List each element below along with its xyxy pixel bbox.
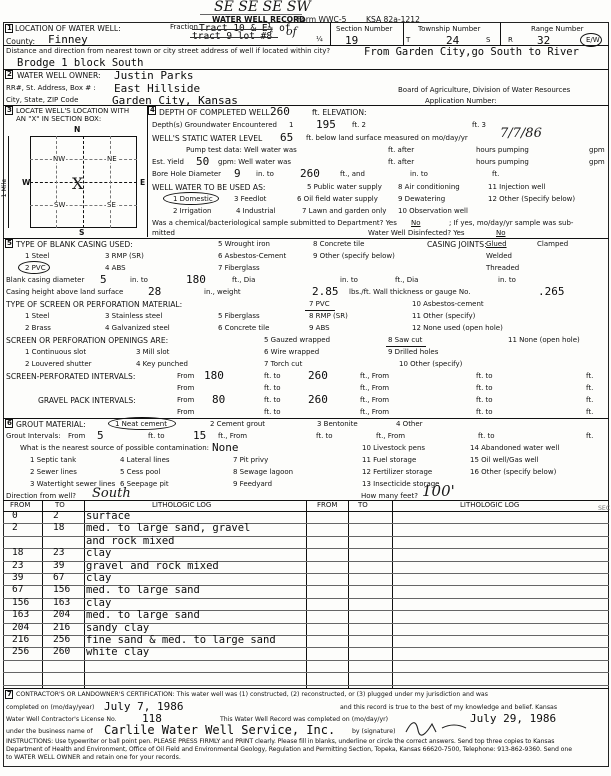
ft-to: ft. to (476, 384, 493, 392)
range-ew: E/W (586, 36, 600, 44)
contam-item: 9 Feedyard (233, 480, 273, 488)
quarter-line (110, 136, 111, 228)
bore-in-to: in. to (256, 170, 274, 178)
north-label: N (74, 125, 81, 134)
yield-value: 50 (196, 155, 210, 168)
business-label: under the business name of (6, 728, 93, 735)
log-to-value: 39 (53, 559, 65, 571)
rule (3, 105, 609, 106)
range-r: R (508, 36, 513, 44)
quadrant-se: SE (107, 201, 116, 209)
township-label: Township Number (418, 25, 481, 33)
screen-item: 8 RMP (SR) (309, 312, 348, 320)
contam-item: 2 Sewer lines (30, 468, 77, 476)
range-label: Range Number (531, 25, 584, 33)
disinfected-label: Water Well Disinfected? Yes (368, 229, 465, 237)
log-lithology-value: clay (86, 547, 112, 560)
strikethrough (190, 37, 278, 38)
log-to-value: 216 (53, 621, 71, 633)
gw-ft2: ft. 2 (352, 121, 366, 129)
in-to: in. to (498, 276, 516, 284)
quarter-line (56, 136, 57, 228)
log-to-value: 23 (53, 547, 65, 559)
contam-item: 10 Livestock pens (362, 444, 426, 452)
casing-item: 4 ABS (105, 264, 126, 272)
openings-label: SCREEN OR PERFORATION OPENINGS ARE: (6, 336, 169, 345)
locate-title-line2: AN "X" IN SECTION BOX: (16, 115, 102, 123)
gauge-value: .265 (538, 285, 565, 298)
chem-label: Was a chemical/bacteriological sample submitted to Department? Yes (152, 219, 397, 227)
contam-item: 14 Abandoned water well (470, 444, 560, 452)
chem-no-selected: No (411, 219, 421, 227)
in-to: in. to (410, 170, 428, 178)
grout-from-value: 5 (97, 429, 104, 442)
log-to-value: 204 (53, 609, 71, 621)
weight-label: in., weight (204, 288, 241, 296)
opening-item: 10 Other (specify) (399, 360, 463, 368)
hours-pumping: hours pumping (476, 158, 529, 166)
log-header-lithology: LITHOLOGIC LOG (460, 501, 520, 509)
bore-to-value: 260 (300, 167, 320, 180)
opening-item: 6 Wire wrapped (264, 348, 320, 356)
log-lithology-value: surface (86, 510, 131, 522)
screen-item: 3 Stainless steel (105, 312, 163, 320)
use-item: 10 Observation well (398, 207, 468, 215)
section-number: 4 (150, 106, 155, 114)
completed-label: completed on (mo/day/year) (6, 704, 95, 711)
from: From (177, 408, 195, 416)
ft-to: ft. to (478, 432, 495, 440)
elevation-label: ft. ELEVATION: (312, 108, 367, 117)
contam-item: 1 Septic tank (30, 456, 77, 464)
log-row-rule (3, 660, 609, 661)
static-level-label: WELL'S STATIC WATER LEVEL (152, 134, 263, 143)
gw-ft3: ft. 3 (472, 121, 486, 129)
ft: ft. (586, 396, 594, 404)
howmany-label: How many feet? (361, 492, 418, 500)
screen-item: 11 Other (specify) (412, 312, 476, 320)
statute-number: KSA 82a-1212 (366, 15, 420, 24)
instructions: Department of Health and Environment, Office of Oil Field and Environmental Geology, Regulation and Permitting Section, Topeka, Kansas 66620-7500, Telephone: 913-862-9360. Send one (6, 746, 572, 753)
grout-intervals-label: Grout Intervals: (6, 432, 61, 440)
static-level-date: 7/7/86 (500, 126, 542, 141)
log-to-value: 256 (53, 634, 71, 645)
range-value: 32 (537, 34, 551, 47)
log-from-value: 39 (12, 572, 24, 583)
business-value: Carlile Water Well Service, Inc. (104, 723, 336, 737)
screen-label: TYPE OF SCREEN OR PERFORATION MATERIAL: (6, 300, 183, 309)
casing-diameter-value: 5 (100, 273, 107, 286)
gravel-to: 260 (308, 393, 328, 406)
log-lithology-value: white clay (86, 646, 150, 659)
completed-value: July 7, 1986 (104, 700, 184, 713)
use-item: 3 Feedlot (234, 195, 267, 203)
contamination-label: What is the nearest source of possible contamination: (20, 444, 210, 452)
city-label: City, State, ZIP Code (6, 96, 79, 104)
use-label: WELL WATER TO BE USED AS: (152, 183, 266, 192)
ft: ft. (492, 170, 500, 178)
license-label: Water Well Contractor's License No. (6, 716, 117, 723)
quadrant-nw: NW (53, 155, 66, 163)
ft-to: ft. to (476, 372, 493, 380)
rule (3, 238, 609, 239)
fraction-label: Fraction (170, 23, 198, 31)
ft-to: ft. to (148, 432, 165, 440)
fraction-value: Tract 10 & E½ of (199, 23, 291, 34)
opening-item: 4 Key punched (136, 360, 188, 368)
casing-joint: Threaded (486, 264, 520, 272)
fraction-value-line2: tract 9 lot #8 (192, 31, 273, 42)
log-from-value: 156 (12, 596, 30, 608)
log-to-value: 2 (53, 510, 59, 521)
contam-item: 3 Watertight sewer lines (30, 480, 116, 488)
casing-item: 3 RMP (SR) (105, 252, 144, 260)
use-item: 4 Industrial (236, 207, 276, 215)
grout-item: 4 Other (396, 420, 423, 428)
howmany-value: 100' (422, 482, 455, 500)
rule (3, 418, 609, 419)
casing-item: 9 Other (specify below) (313, 252, 395, 260)
handwritten-location-header: SE SE SE SW (214, 0, 311, 15)
screen-item: 2 Brass (25, 324, 51, 332)
gravel-pack-label: GRAVEL PACK INTERVALS: (38, 396, 136, 405)
rule (3, 688, 609, 689)
use-item: 12 Other (Specify below) (488, 195, 576, 203)
ft-to: ft. to (264, 408, 281, 416)
section-number: 1 (7, 24, 12, 32)
screen-item: 4 Galvanized steel (105, 324, 170, 332)
log-from-value: 2 (12, 522, 18, 534)
yield-rest: gpm: Well water was (218, 158, 292, 166)
quadrant-sw: SW (54, 201, 66, 209)
county-label: County: (6, 37, 36, 46)
locate-title: LOCATE WELL'S LOCATION WITH (16, 107, 130, 115)
log-lithology-value: and rock mixed (86, 534, 175, 547)
bore-ft: ft., and (340, 170, 365, 178)
east-label: E (140, 178, 146, 187)
county-value: Finney (48, 33, 88, 46)
screen-interval-from: 180 (204, 369, 224, 382)
log-to-value: 67 (53, 572, 65, 583)
ft-after: ft. after (388, 146, 415, 154)
opening-item: 1 Continuous slot (25, 348, 87, 356)
log-to-value: 260 (53, 646, 71, 658)
strikethrough (192, 29, 272, 30)
township-s: S (486, 36, 491, 44)
quarter-line (30, 159, 137, 160)
opening-item: 9 Drilled holes (388, 348, 439, 356)
use-item: 5 Public water supply (307, 183, 382, 191)
from: From (68, 432, 86, 440)
directions-value: From Garden City,go South to River (364, 46, 579, 58)
log-lithology-value: gravel and rock mixed (86, 559, 219, 572)
form-title: WATER WELL RECORD (212, 15, 306, 24)
disinfected-no: No (496, 229, 506, 237)
log-header-from: FROM (317, 501, 338, 509)
instructions: to WATER WELL OWNER and retain one for your records. (6, 754, 181, 761)
screen-item: 5 Fiberglass (218, 312, 260, 320)
depth-value: 260 (270, 105, 290, 118)
screen-item: 1 Steel (25, 312, 50, 320)
from: From (177, 372, 195, 380)
ft-after: ft. after (388, 158, 415, 166)
yield-label: Est. Yield (152, 158, 184, 166)
grout-item-selected: 1 Neat cement (115, 420, 167, 428)
log-row-rule (3, 685, 609, 686)
from: From (177, 396, 195, 404)
log-header-to: TO (358, 501, 368, 509)
ft-from: ft., From (360, 408, 390, 416)
quadrant-ne: NE (107, 155, 117, 163)
direction-value: South (92, 486, 131, 501)
ft-dia: ft., Dia (395, 276, 419, 284)
section-number: 5 (7, 239, 12, 247)
direction-label: Direction from well? (6, 492, 76, 500)
casing-label: TYPE OF BLANK CASING USED: (16, 240, 133, 249)
casing-item: 8 Concrete tile (313, 240, 365, 248)
casing-item-selected: 2 PVC (25, 264, 46, 272)
hours-pumping: hours pumping (476, 146, 529, 154)
log-lithology-value: med. to large sand, gravel (86, 522, 251, 535)
ft: ft. (586, 384, 594, 392)
form-number: Form WWC-5 (297, 15, 347, 24)
gw-1: 1 (289, 121, 294, 129)
ft: ft. (586, 432, 594, 440)
ft: ft. (586, 408, 594, 416)
weight-unit: lbs./ft. Wall thickness or gauge No. (349, 288, 471, 296)
screen-item: 10 Asbestos-cement (412, 300, 484, 308)
pump-test-label: Pump test data: Well water was (186, 146, 297, 154)
opening-item: 3 Mill slot (136, 348, 170, 356)
divider (403, 22, 404, 45)
log-from-value: 204 (12, 621, 30, 633)
south-label: S (79, 228, 85, 237)
ft-from: ft., From (360, 384, 390, 392)
instructions: INSTRUCTIONS: Use typewriter or ball point pen. PLEASE PRESS FIRMLY and PRINT clearly. Please fill in blanks, underline or circle the correct answers. Send top three copies to Kansas (6, 738, 555, 745)
grout-item: 2 Cement grout (210, 420, 266, 428)
contam-item: 6 Seepage pit (120, 480, 169, 488)
log-from-value: 256 (12, 646, 30, 658)
casing-joint: Clamped (537, 240, 569, 248)
log-header-to: TO (55, 501, 65, 509)
use-item: 7 Lawn and garden only (302, 207, 387, 215)
log-from-value: 163 (12, 609, 30, 621)
casing-item: 6 Asbestos-Cement (218, 252, 287, 260)
log-lithology-value: clay (86, 572, 112, 584)
signature-mark (402, 718, 482, 736)
township-value: 24 (446, 34, 460, 47)
contam-item: 11 Fuel storage (362, 456, 417, 464)
section-number: 2 (7, 70, 12, 78)
contam-item: 7 Pit privy (233, 456, 269, 464)
saw-cut-underline (386, 346, 426, 347)
opening-item: 11 None (open hole) (508, 336, 580, 344)
opening-item-selected: 8 Saw cut (388, 336, 423, 344)
gpm: gpm (589, 158, 605, 166)
pvc-circle (18, 261, 50, 274)
section-number-label: Section Number (336, 25, 393, 33)
casing-item: 7 Fiberglass (218, 264, 260, 272)
well-location-x-mark: X (72, 174, 84, 193)
neat-cement-circle (108, 417, 176, 430)
log-row-rule (3, 672, 609, 673)
quarter-line (30, 205, 137, 206)
ft-to: ft. to (264, 372, 281, 380)
rule (3, 69, 609, 70)
gravel-from: 80 (212, 393, 226, 406)
log-from-value: 216 (12, 634, 30, 645)
certification-text: CONTRACTOR'S OR LANDOWNER'S CERTIFICATION: This water well was (1) constructed, (2) reconstructed, or (3) plugged under my jurisdiction and was (16, 691, 488, 698)
static-level-rest: ft. below land surface measured on mo/day/yr (306, 134, 468, 142)
ft-to: ft. to (316, 432, 333, 440)
opening-item: 5 Gauzed wrapped (264, 336, 331, 344)
ft-from: ft., From (218, 432, 248, 440)
ft-from: ft., From (360, 396, 390, 404)
casing-joint: Welded (486, 252, 512, 260)
fraction-of: of (286, 25, 297, 38)
domestic-circle (163, 192, 219, 205)
west-label: W (22, 178, 31, 187)
contam-item: 16 Other (specify below) (470, 468, 557, 476)
directions-label: Distance and direction from nearest town or city street address of well if located within city? (6, 47, 331, 55)
use-item-selected: 1 Domestic (173, 195, 213, 203)
address-label: RR#, St. Address, Box # : (6, 84, 96, 92)
log-from-value: 18 (12, 547, 24, 559)
log-header-lithology: LITHOLOGIC LOG (152, 501, 212, 509)
contam-item: 8 Sewage lagoon (233, 468, 294, 476)
margin-mark: SEC (598, 505, 611, 512)
casing-height-label: Casing height above land surface (6, 288, 124, 296)
casing-height-value: 28 (148, 285, 162, 298)
ft-to: ft. to (264, 384, 281, 392)
casing-diameter-to: 180 (186, 273, 206, 286)
location-label: LOCATION OF WATER WELL: (15, 24, 121, 33)
screen-intervals-label: SCREEN-PERFORATED INTERVALS: (6, 372, 136, 381)
application-label: Application Number: (425, 97, 497, 105)
ft-to: ft. to (476, 396, 493, 404)
chem-rest: ; If yes, mo/day/yr sample was sub- (449, 219, 574, 227)
log-from-value: 0 (12, 510, 18, 521)
gpm: gpm (589, 146, 605, 154)
signature-label: by (signature) (352, 728, 396, 735)
owner-value: Justin Parks (114, 69, 194, 82)
contam-item: 5 Cess pool (120, 468, 161, 476)
ft-dia: ft., Dia (232, 276, 256, 284)
mile-scale-line (8, 136, 9, 228)
section-number: 6 (7, 419, 12, 427)
opening-item: 2 Louvered shutter (25, 360, 92, 368)
groundwater-value: 195 (316, 118, 336, 131)
license-value: 118 (142, 712, 162, 725)
log-lithology-value: fine sand & med. to large sand (86, 634, 276, 646)
directions-value-line2: Brodge 1 block South (17, 57, 144, 69)
section-number: 3 (7, 106, 12, 114)
casing-item: 5 Wrought iron (218, 240, 270, 248)
in-to: in. to (130, 276, 148, 284)
contam-item: 13 Insecticide storage (362, 480, 440, 488)
static-level-value: 65 (280, 131, 294, 144)
log-lithology-value: med. to large sand (86, 584, 200, 597)
grout-label: GROUT MATERIAL: (16, 420, 86, 429)
bore-value: 9 (234, 167, 241, 180)
ft: ft. (586, 372, 594, 380)
grout-to-value: 15 (193, 429, 207, 442)
divider (147, 105, 148, 237)
log-header-from: FROM (10, 501, 31, 509)
casing-joint-glued: Glued (486, 240, 507, 248)
screen-item-selected: 7 PVC (309, 300, 330, 308)
opening-item: 7 Torch cut (264, 360, 303, 368)
record-label: This Water Well Record was completed on (mo/day/yr) (220, 716, 389, 723)
ft-from: ft., From (360, 372, 390, 380)
contam-item: 15 Oil well/Gas well (470, 456, 539, 464)
screen-item: 12 None used (open hole) (412, 324, 503, 332)
log-to-value: 163 (53, 596, 71, 608)
log-to-value: 18 (53, 522, 65, 534)
ft-to: ft. to (476, 408, 493, 416)
casing-item: 1 Steel (25, 252, 50, 260)
ft-to: ft. to (264, 396, 281, 404)
section-number: 7 (7, 690, 12, 698)
owner-label: WATER WELL OWNER: (17, 71, 101, 80)
from: From (177, 384, 195, 392)
log-lithology-value: med. to large sand (86, 609, 200, 622)
weight-value: 2.85 (312, 285, 339, 298)
use-item: 2 Irrigation (173, 207, 212, 215)
groundwater-label: Depth(s) Groundwater Encountered (152, 121, 277, 129)
divider (500, 22, 501, 45)
divider (330, 22, 331, 45)
bore-label: Bore Hole Diameter (152, 170, 222, 178)
quarter-mark: ¼ (316, 35, 323, 43)
in-to: in. to (340, 276, 358, 284)
use-item: 8 Air conditioning (398, 183, 460, 191)
contamination-value: None (212, 441, 239, 454)
screen-interval-to: 260 (308, 369, 328, 382)
address-value: East Hillside (114, 82, 201, 95)
pvc-underline (305, 310, 335, 311)
grout-item: 3 Bentonite (317, 420, 358, 428)
log-from-value: 23 (12, 559, 24, 571)
section-number-value: 19 (345, 34, 359, 47)
city-value: Garden City, Kansas (112, 94, 238, 107)
use-item: 9 Dewatering (398, 195, 446, 203)
log-lithology-value: sandy clay (86, 621, 150, 634)
log-from-value: 67 (12, 584, 24, 596)
mile-label: 1 Mile (1, 178, 9, 198)
log-lithology-value: clay (86, 596, 112, 609)
casing-diameter-label: Blank casing diameter (6, 276, 85, 284)
ft-from: ft., From (376, 432, 406, 440)
log-to-value: 156 (53, 584, 71, 596)
record-value: July 29, 1986 (470, 712, 557, 725)
use-item: 11 Injection well (488, 183, 546, 191)
board-label: Board of Agriculture, Division of Water Resources (398, 86, 571, 94)
depth-label: DEPTH OF COMPLETED WELL (159, 108, 270, 117)
casing-joints-label: CASING JOINTS: (427, 240, 487, 249)
contam-item: 4 Lateral lines (120, 456, 170, 464)
chem-line2: mitted (152, 229, 176, 237)
use-item: 6 Oil field water supply (297, 195, 378, 203)
screen-item: 9 ABS (309, 324, 330, 332)
contam-item: 12 Fertilizer storage (362, 468, 433, 476)
certification-text: and this record is true to the best of my knowledge and belief. Kansas (340, 704, 558, 711)
screen-item: 6 Concrete tile (218, 324, 270, 332)
section-box-midline (30, 182, 137, 183)
township-t: T (406, 36, 411, 44)
